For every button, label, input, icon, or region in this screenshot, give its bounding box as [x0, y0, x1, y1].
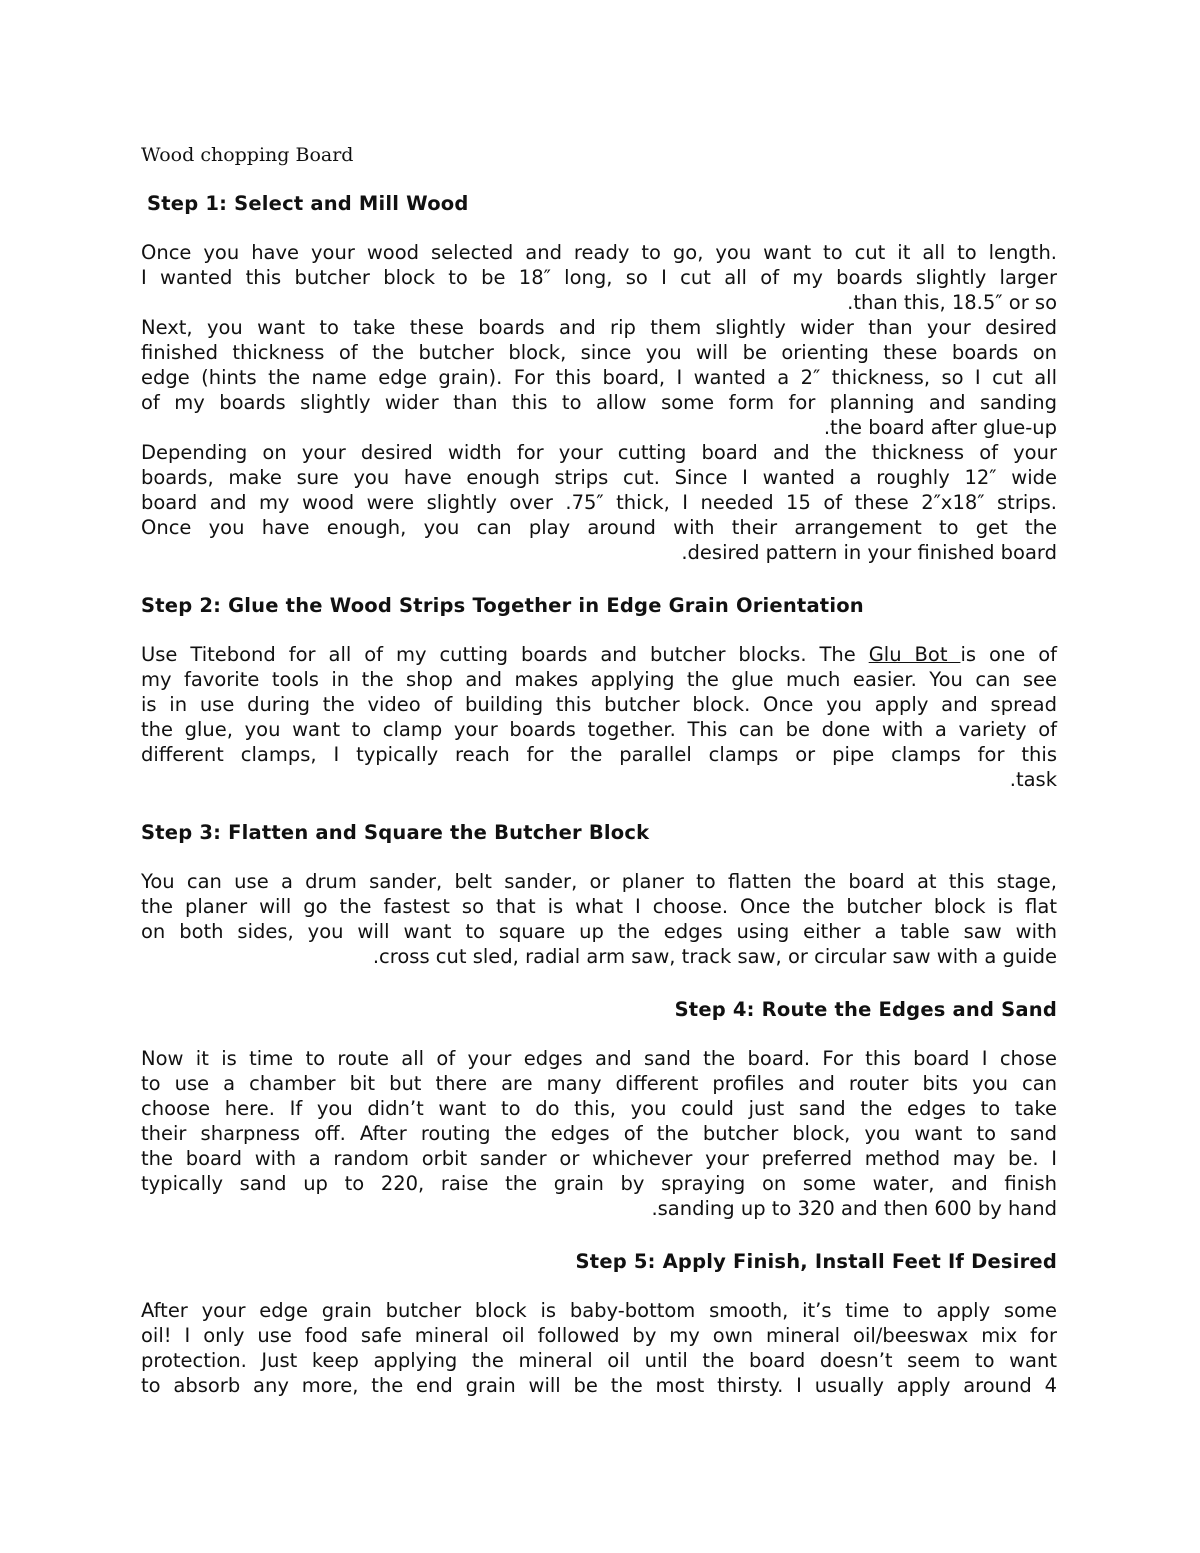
step-4-line: choose here. If you didn’t want to do this, you could just sand the edges to take [141, 1097, 1057, 1120]
step-2-line: is in use during the video of building this butcher block. Once you apply and spread [141, 693, 1057, 716]
step-2-line: the glue, you want to clamp your boards together. This can be done with a variety of [141, 718, 1057, 741]
step-3-line: You can use a drum sander, belt sander, or planer to flatten the board at this stage, [141, 870, 1057, 893]
step-4-paragraph [141, 1046, 1057, 1221]
step-1-line: board and my wood were slightly over .75″ thick, I needed 15 of these 2″x18″ strips. [141, 491, 1057, 514]
step-5-heading: Step 5: Apply Finish, Install Feet If Desired [575, 1250, 1057, 1273]
step-3-line: the planer will go the fastest so that is what I choose. Once the butcher block is flat [141, 895, 1057, 918]
step-1-paragraph [141, 240, 1057, 565]
step-4-heading: Step 4: Route the Edges and Sand [674, 998, 1057, 1021]
step-2-heading: Step 2: Glue the Wood Strips Together in Edge Grain Orientation [141, 594, 864, 617]
step-1-line: of my boards slightly wider than this to allow some form for planning and sanding [141, 391, 1057, 414]
step-5-line: to absorb any more, the end grain will be the most thirsty. I usually apply around 4 [141, 1374, 1057, 1397]
step-1-line: I wanted this butcher block to be 18″ long, so I cut all of my boards slightly larger [141, 266, 1057, 289]
step-4-line: .sanding up to 320 and then 600 by hand [651, 1197, 1057, 1220]
step-1-line: Depending on your desired width for your cutting board and the thickness of your [141, 441, 1057, 464]
step-4-line: Now it is time to route all of your edges and sand the board. For this board I chose [141, 1047, 1057, 1070]
step-1-line: Next, you want to take these boards and rip them slightly wider than your desired [141, 316, 1057, 339]
step-1-line: .desired pattern in your finished board [681, 541, 1057, 564]
step-2-line: .task [1009, 768, 1057, 791]
document-title: Wood chopping Board [141, 144, 354, 166]
step-4-line: the board with a random orbit sander or whichever your preferred method may be. I [141, 1147, 1057, 1170]
step-3-line: on both sides, you will want to square up the edges using either a table saw with [141, 920, 1057, 943]
step-5-line: After your edge grain butcher block is baby-bottom smooth, it’s time to apply some [141, 1299, 1057, 1322]
step-1-line: .than this, 18.5″ or so [847, 291, 1057, 314]
step-2-line: my favorite tools in the shop and makes applying the glue much easier. You can see [141, 668, 1057, 691]
step-2-line-text: Use Titebond for all of my cutting boards and butcher blocks. The [141, 643, 869, 666]
step-2-line-text: is one of [960, 643, 1057, 666]
step-2-paragraph [141, 642, 1057, 792]
step-1-heading: Step 1: Select and Mill Wood [147, 192, 469, 215]
glu-bot-link[interactable]: Glu Bot [868, 643, 961, 666]
step-4-line: typically sand up to 220, raise the grain by spraying on some water, and finish [141, 1172, 1057, 1195]
step-1-line: edge (hints the name edge grain). For this board, I wanted a 2″ thickness, so I cut all [141, 366, 1057, 389]
step-3-line: .cross cut sled, radial arm saw, track saw, or circular saw with a guide [372, 945, 1057, 968]
step-4-line: their sharpness off. After routing the edges of the butcher block, you want to sand [141, 1122, 1057, 1145]
step-5-line: oil! I only use food safe mineral oil followed by my own mineral oil/beeswax mix for [141, 1324, 1057, 1347]
step-5-paragraph [141, 1298, 1057, 1398]
step-3-paragraph [141, 869, 1057, 969]
step-2-line [141, 642, 1057, 667]
step-1-line: .the board after glue-up [823, 416, 1057, 439]
step-1-line: Once you have your wood selected and ready to go, you want to cut it all to length. [141, 241, 1057, 264]
document-page [141, 140, 1057, 1398]
step-5-line: protection. Just keep applying the mineral oil until the board doesn’t seem to want [141, 1349, 1057, 1372]
step-1-line: Once you have enough, you can play around with their arrangement to get the [141, 516, 1057, 539]
step-1-line: finished thickness of the butcher block, since you will be orienting these boards on [141, 341, 1057, 364]
step-4-line: to use a chamber bit but there are many different profiles and router bits you can [141, 1072, 1057, 1095]
step-3-heading: Step 3: Flatten and Square the Butcher Block [141, 821, 650, 844]
step-1-line: boards, make sure you have enough strips cut. Since I wanted a roughly 12″ wide [141, 466, 1057, 489]
step-2-line: different clamps, I typically reach for the parallel clamps or pipe clamps for this [141, 743, 1057, 766]
